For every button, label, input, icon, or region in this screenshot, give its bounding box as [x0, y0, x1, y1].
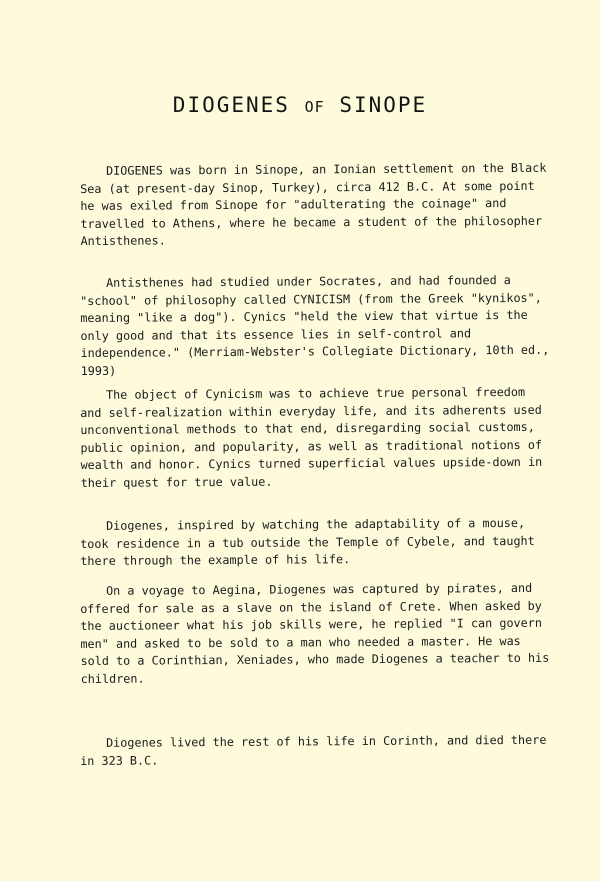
title-word-of: OF	[304, 98, 325, 116]
paragraph-pirates: On a voyage to Aegina, Diogenes was captured by pirates, and offered for sale as a slave on the island of Crete. When asked by the auctioneer what his job skills were, he replied "I can govern men" and asked to be sold to a man who needed a master. He was sold to a Corinthian, Xeniades, who made Diogenes a teacher to his children.	[80, 580, 550, 686]
page-title	[0, 93, 600, 117]
paragraph-cynicism: The object of Cynicism was to achieve true personal freedom and self-realization within everyday life, and its adherents used unconventional methods to that end, disregarding social customs, public opinion, and popularity, as well as traditional notions of wealth and honor. Cynics turned superficial values upside-down in their quest for true value.	[80, 384, 543, 490]
title-word-sinope: SINOPE	[339, 93, 428, 117]
paragraph-antisthenes: Antisthenes had studied under Socrates, and had founded a "school" of philosophy called CYNICISM (from the Greek "kynikos", meaning "like a dog"). Cynics "held the view that virtue is the only good and that its essence lies in self-control and independence." (Merriam-Webster's Collegiate Dictionary, 10th ed., 1993)	[80, 272, 550, 378]
title-word-diogenes: DIOGENES	[172, 93, 290, 117]
paragraph-death: Diogenes lived the rest of his life in Corinth, and died there in 323 B.C.	[80, 732, 547, 768]
paragraph-birth: DIOGENES was born in Sinope, an Ionian settlement on the Black Sea (at present-day Sinop, Turkey), circa 412 B.C. At some point he was exiled from Sinope for "adulterating the coinage" and travelled to Athens, where he became a student of the philosopher Antisthenes.	[80, 160, 547, 248]
paragraph-tub: Diogenes, inspired by watching the adaptability of a mouse, took residence in a tub outside the Temple of Cybele, and taught there through the example of his life.	[80, 515, 535, 568]
